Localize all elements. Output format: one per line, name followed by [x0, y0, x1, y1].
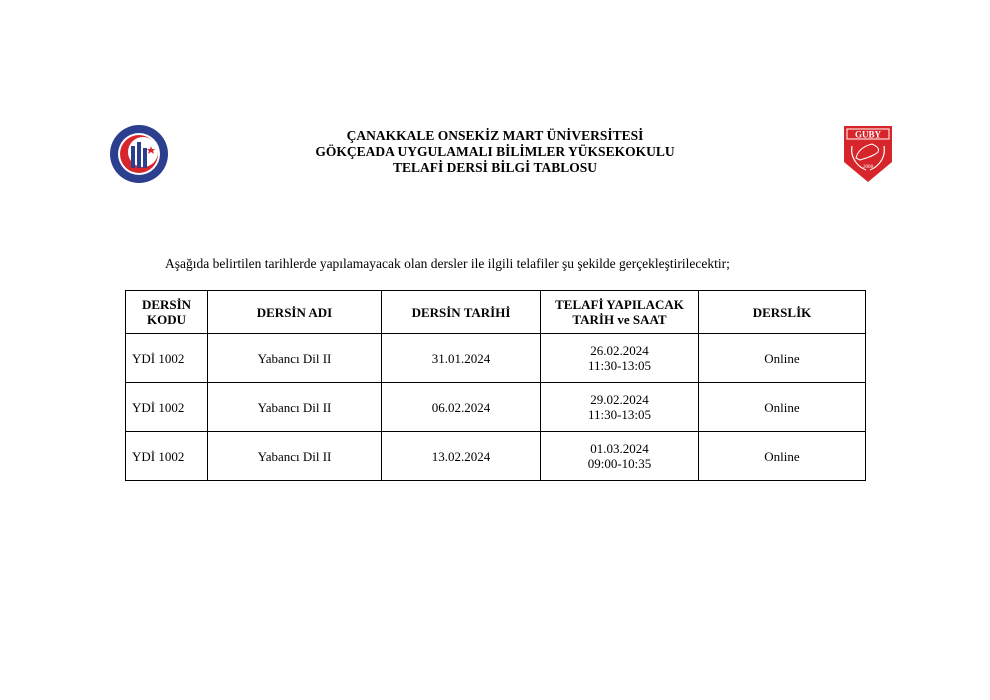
table-row — [126, 432, 866, 481]
course-date: 13.02.2024 — [382, 432, 541, 481]
course-name: Yabancı Dil II — [208, 432, 382, 481]
document-title: TELAFİ DERSİ BİLGİ TABLOSU — [393, 160, 597, 175]
intro-text: Aşağıda belirtilen tarihlerde yapılamayacak olan dersler ile ilgili telafiler şu şekilde gerçekleştirilecektir; — [165, 256, 730, 271]
classroom: Online — [699, 383, 866, 432]
classroom: Online — [699, 432, 866, 481]
header-course-code: DERSİN KODU — [126, 291, 208, 334]
classroom: Online — [699, 334, 866, 383]
course-date: 31.01.2024 — [382, 334, 541, 383]
course-code: YDİ 1002 — [126, 432, 208, 481]
school-name: GÖKÇEADA UYGULAMALI BİLİMLER YÜKSEKOKULU — [315, 144, 675, 159]
header-course-name: DERSİN ADI — [208, 291, 382, 334]
svg-text:2008: 2008 — [863, 165, 873, 170]
document-header — [0, 128, 990, 176]
university-name: ÇANAKKALE ONSEKİZ MART ÜNİVERSİTESİ — [346, 128, 644, 143]
course-name: Yabancı Dil II — [208, 334, 382, 383]
svg-text:GUBY: GUBY — [854, 129, 882, 140]
makeup-class-table — [125, 290, 866, 481]
table-header-row — [126, 291, 866, 334]
course-code: YDİ 1002 — [126, 334, 208, 383]
course-date: 06.02.2024 — [382, 383, 541, 432]
table-row — [126, 383, 866, 432]
course-name: Yabancı Dil II — [208, 383, 382, 432]
makeup-datetime: 01.03.2024 09:00-10:35 — [541, 432, 699, 481]
header-classroom: DERSLİK — [699, 291, 866, 334]
header-course-date: DERSİN TARİHİ — [382, 291, 541, 334]
header-makeup-datetime: TELAFİ YAPILACAK TARİH ve SAAT — [541, 291, 699, 334]
table-row — [126, 334, 866, 383]
makeup-datetime: 29.02.2024 11:30-13:05 — [541, 383, 699, 432]
makeup-datetime: 26.02.2024 11:30-13:05 — [541, 334, 699, 383]
course-code: YDİ 1002 — [126, 383, 208, 432]
